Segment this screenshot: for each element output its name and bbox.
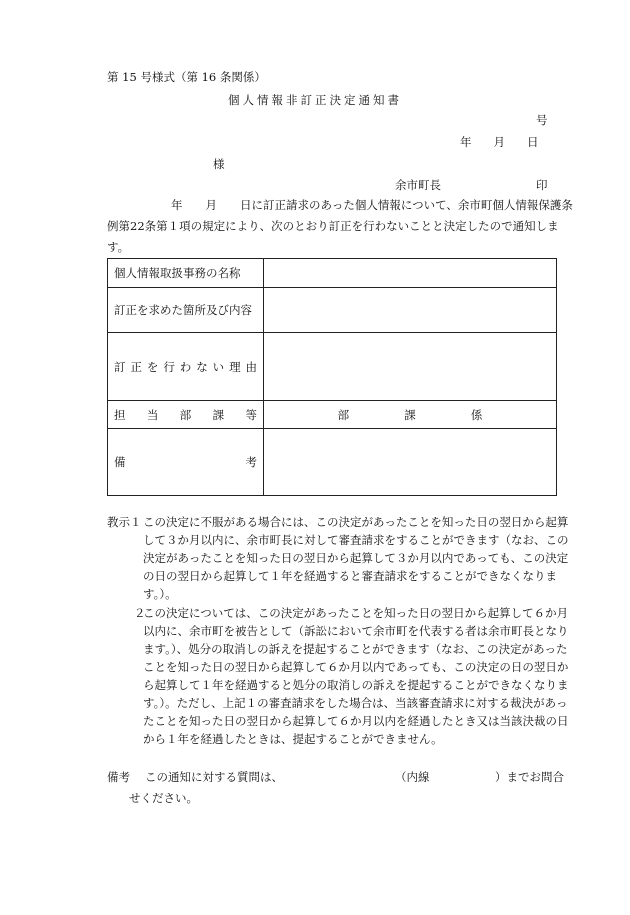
dept-part-ka: 課 — [404, 407, 416, 422]
table-row — [108, 259, 557, 288]
notice-table — [107, 258, 557, 496]
label-char: 由 — [245, 359, 257, 374]
remarks-label: 備考 — [107, 770, 130, 784]
label-char: 訂 — [114, 359, 126, 374]
row-value-reason — [264, 333, 557, 401]
date-day: 日 — [527, 135, 539, 149]
number-mark: 号 — [536, 113, 548, 127]
row-value-office-name — [264, 259, 557, 288]
remarks-extension: （内線 — [395, 770, 430, 784]
document-title: 個人情報非訂正決定通知書 — [228, 93, 402, 107]
label-char: 備 — [114, 455, 126, 469]
label-char: を — [146, 359, 159, 374]
intro-paragraph: 年 月 日に訂正請求のあった個人情報について、余市町個人情報保護条例第22条第１項の規定により、次のとおり訂正を行わないことと決定したので通知します。 — [107, 198, 573, 254]
remarks-tail: ）までお問合 — [495, 770, 564, 784]
instruction-text-2: この決定については、この決定があったことを知った日の翌日から起算して６か月以内に、余市町を被告として（訴訟において余市町を代表する者は余市町長となります。）、処分の取消しの訴えを提起することができます（なお、この決定があったことを知った日の翌日から起算して６か月以内であっても、この決定の日の翌日から起算して１年を経過すると処分の取消しの訴えを提起することができなくなります。）。ただし、上記１の審査請求をした場合は、当該審査請求に対する裁決があったことを知った日の翌日から起算して６か月以内を経過したとき又は当該決裁の日から１年を経過したときは、提起することができません。 — [143, 606, 569, 746]
table-row — [108, 288, 557, 333]
date-line — [460, 135, 539, 149]
instruction-text-1: この決定に不服がある場合には、この決定があったことを知った日の翌日から起算して３か月以内に、余市町長に対して審査請求をすることができます（なお、この決定があったことを知った日の翌日から起算して３か月以内であっても、この決定の日の翌日から起算して１年を経過すると審査請求をすることができなくなります。）。 — [143, 515, 569, 601]
date-month: 月 — [493, 135, 505, 149]
label-char: 担 — [114, 407, 126, 422]
row-label-department — [114, 407, 257, 423]
label-char: 部 — [179, 407, 192, 422]
issuer-name: 余市町長 — [395, 178, 441, 192]
row-label-remarks — [114, 454, 257, 470]
table-row — [108, 401, 557, 429]
label-char: 考 — [245, 455, 257, 469]
label-char: 行 — [163, 359, 175, 374]
addressee-suffix: 様 — [213, 157, 225, 171]
date-year: 年 — [460, 135, 472, 149]
dept-part-bu: 部 — [337, 407, 350, 422]
table-row — [108, 429, 557, 496]
seal-mark: 印 — [536, 178, 548, 192]
row-value-remarks — [264, 429, 557, 496]
row-label-correction-request: 訂正を求めた箇所及び内容 — [108, 288, 264, 333]
instruction-label: 教示 — [107, 515, 130, 529]
label-char: 理 — [229, 359, 241, 374]
dept-part-kakari: 係 — [470, 407, 483, 422]
label-char: な — [196, 359, 208, 374]
remarks-text: この通知に対する質問は、 — [145, 770, 283, 784]
table-row — [108, 333, 557, 401]
row-label-office-name: 個人情報取扱事務の名称 — [108, 259, 264, 288]
form-label: 第 15 号様式（第 16 条関係） — [107, 70, 266, 84]
remarks-text-cont: せください。 — [129, 791, 198, 805]
label-char: 等 — [245, 407, 257, 422]
label-char: 当 — [146, 407, 159, 422]
label-char: い — [212, 359, 225, 374]
label-char: わ — [179, 359, 192, 374]
instruction-number-1: １ — [130, 515, 142, 529]
department-fields — [270, 407, 550, 423]
row-label-reason — [114, 359, 257, 375]
row-value-correction-request — [264, 288, 557, 333]
instruction-number-2: ２ — [134, 606, 146, 620]
label-char: 課 — [212, 407, 225, 422]
label-char: 正 — [130, 359, 142, 374]
